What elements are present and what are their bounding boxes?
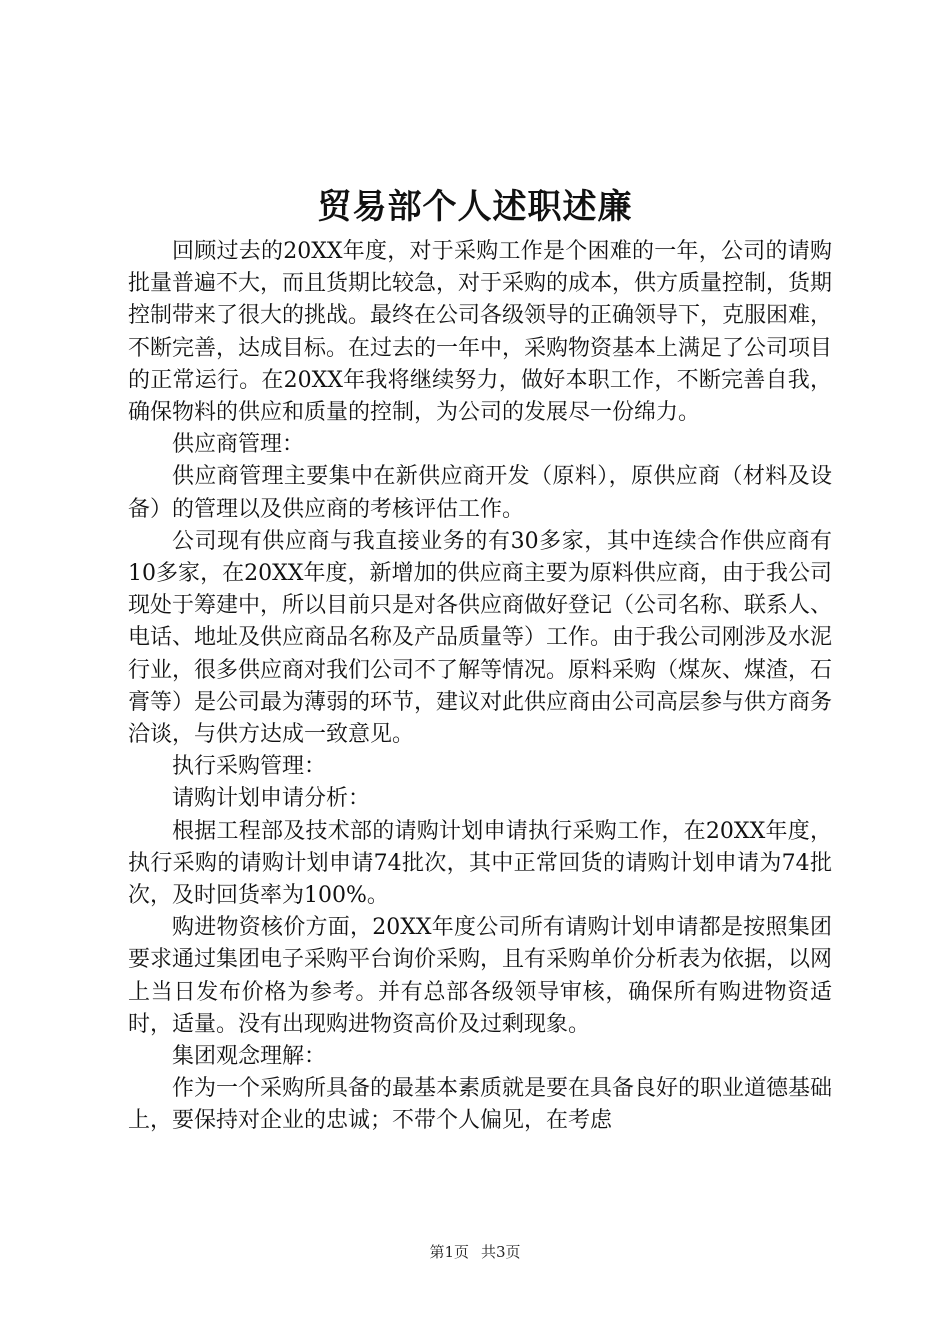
heading-supplier-management: 供应商管理： [172,432,305,458]
paragraph-requisition-details: 根据工程部及技术部的请购计划申请执行采购工作，在20XX年度，执行采购的请购计划申请74批次，其中正常回货的请购计划申请为74批次，及时回货率为100%。 [128,818,832,909]
paragraph-intro: 回顾过去的20XX年度，对于采购工作是个困难的一年，公司的请购批量普遍不大，而且货期比较急，对于采购的成本，供方质量控制，货期控制带来了很大的挑战。最终在公司各级领导的正确领导下，克服困难，不断完善，达成目标。在过去的一年中，采购物资基本上满足了公司项目的正常运行。在20XX年我将继续努力，做好本职工作，不断完善自我，确保物料的供应和质量的控制，为公司的发展尽一份绵力。 [128,239,833,426]
heading-requisition-analysis: 请购计划申请分析： [172,786,371,812]
heading-procurement-management: 执行采购管理： [172,754,327,780]
page-total: 共3页 [481,1243,521,1261]
paragraph-supplier-scope: 供应商管理主要集中在新供应商开发（原料），原供应商（材料及设备）的管理以及供应商的考核评估工作。 [128,464,832,522]
paragraph-supplier-details: 公司现有供应商与我直接业务的有30多家，其中连续合作供应商有10多家，在20XX年度，新增加的供应商主要为原料供应商，由于我公司现处于筹建中，所以目前只是对各供应商做好登记（公司名称、联系人、电话、地址及供应商品名称及产品质量等）工作。由于我公司刚涉及水泥行业，很多供应商对我们公司不了解等情况。原料采购（煤灰、煤渣，石膏等）是公司最为薄弱的环节，建议对此供应商由公司高层参与供方商务洽谈，与供方达成一致意见。 [128,528,833,748]
page-number: 第1页 [429,1243,469,1261]
paragraph-pricing: 购进物资核价方面，20XX年度公司所有请购计划申请都是按照集团要求通过集团电子采购平台询价采购，且有采购单价分析表为依据，以网上当日发布价格为参考。并有总部各级领导审核，确保所有购进物资适时，适量。没有出现购进物资高价及过剩现象。 [128,915,833,1037]
paragraph-group-concept: 作为一个采购所具备的最基本素质就是要在具备良好的职业道德基础上，要保持对企业的忠诚；不带个人偏见，在考虑 [128,1076,833,1134]
document-title: 贸易部个人述职述廉 [317,187,633,227]
page-footer [0,1241,950,1263]
heading-group-concept: 集团观念理解： [172,1044,327,1070]
document-body [128,236,832,1138]
